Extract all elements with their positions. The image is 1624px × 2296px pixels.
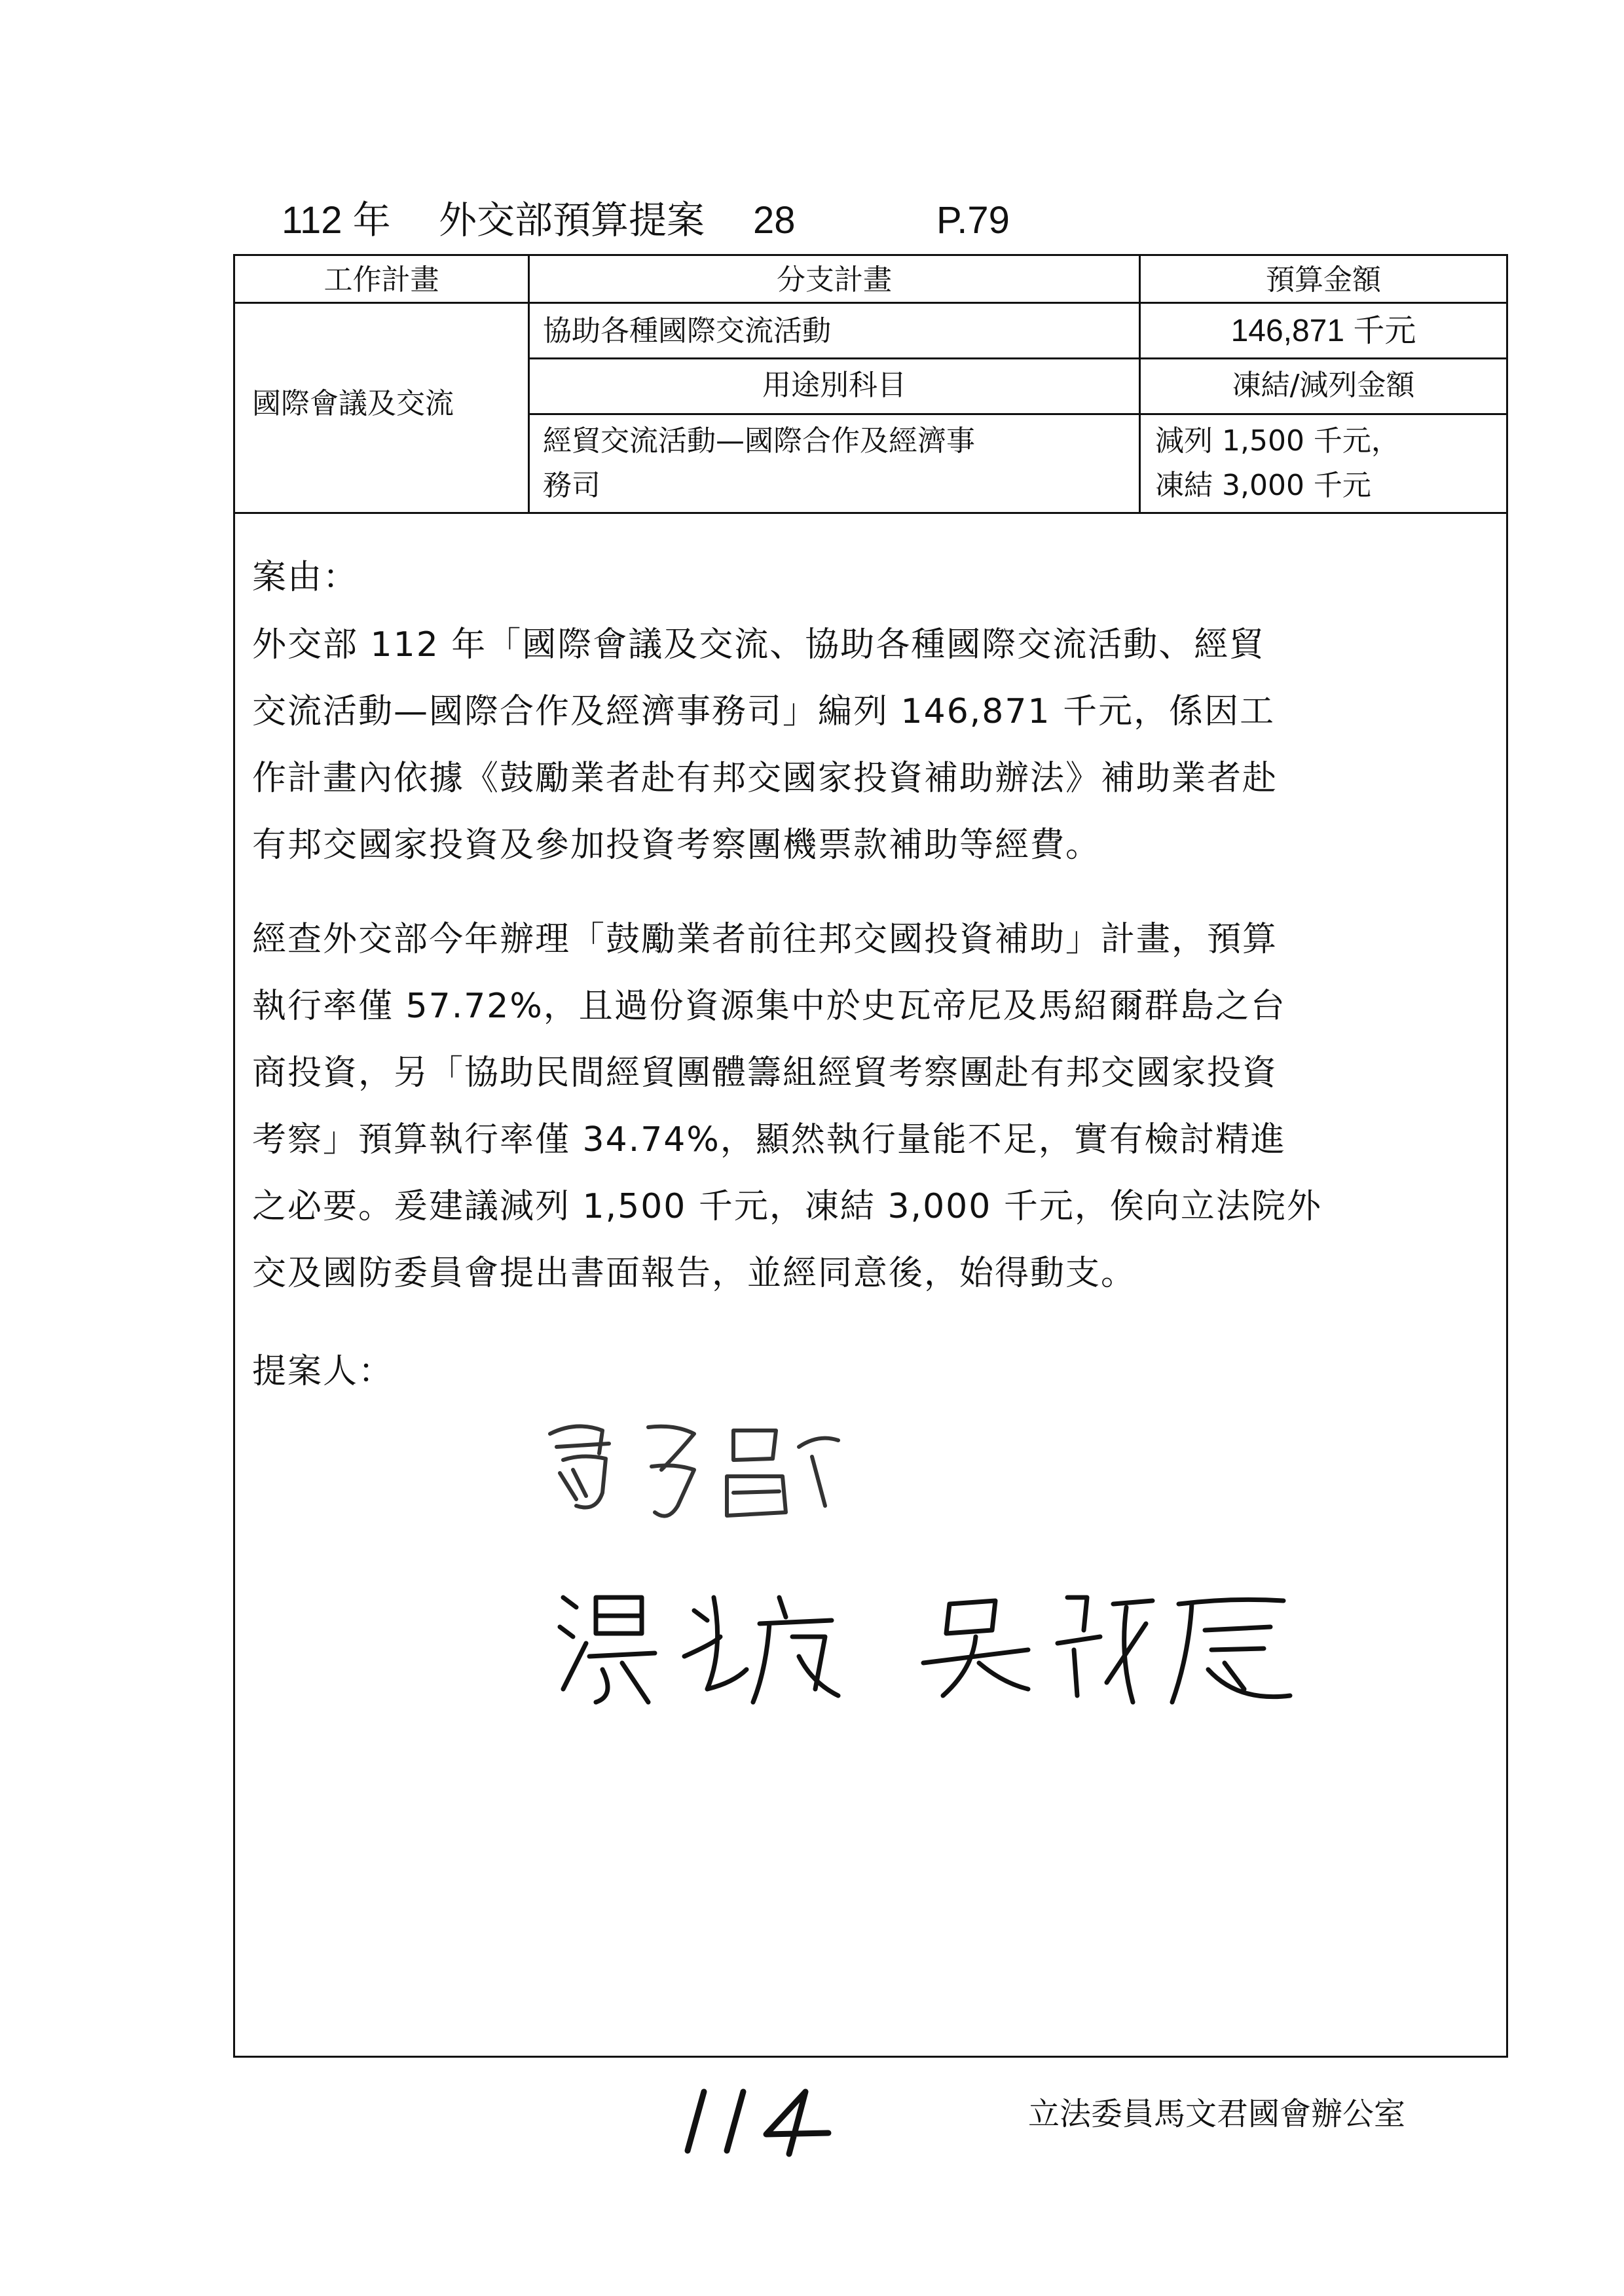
- proposer-label: 提案人：: [252, 1352, 394, 1391]
- page-header: [282, 195, 1395, 246]
- handwritten-page-number: [674, 2082, 845, 2160]
- table-header-budget-amount: 預算金額: [1266, 263, 1381, 297]
- header-proposal-number: 28: [753, 199, 796, 242]
- reason-para1-line-3: 作計畫內依據《鼓勵業者赴有邦交國家投資補助辦法》補助業者赴: [252, 759, 1278, 798]
- header-page-ref: P.79: [936, 199, 1010, 242]
- table-cell-freeze-line-2: 凍結 3,000 千元: [1155, 469, 1371, 502]
- reason-para2-line-3: 商投資，另「協助民間經貿團體籌組經貿考察團赴有邦交國家投資: [252, 1053, 1278, 1093]
- table-line-header: [235, 302, 1506, 304]
- reason-para2-line-4: 考察」預算執行率僅 34.74%，顯然執行量能不足，實有檢討精進: [252, 1120, 1286, 1159]
- table-cell-work-plan: 國際會議及交流: [252, 387, 454, 420]
- reason-para2-line-1: 經查外交部今年辦理「鼓勵業者前往邦交國投資補助」計畫，預算: [252, 920, 1278, 959]
- reason-para2-line-6: 交及國防委員會提出書面報告，並經同意後，始得動支。: [252, 1254, 1137, 1293]
- reason-label: 案由：: [252, 558, 359, 597]
- header-title: 外交部預算提案: [439, 199, 705, 242]
- table-header-work-plan: 工作計畫: [323, 263, 439, 297]
- signature-3: [917, 1571, 1310, 1722]
- table-header-branch-plan: 分支計畫: [777, 263, 892, 297]
- table-line-row1: [530, 357, 1506, 359]
- header-year: 112 年: [282, 199, 391, 242]
- table-subheader-freeze-cut: 凍結/減列金額: [1232, 369, 1415, 402]
- reason-para2-line-2: 執行率僅 57.72%，且過份資源集中於史瓦帝尼及馬紹爾群島之台: [252, 987, 1286, 1026]
- table-line-row2: [530, 413, 1506, 415]
- reason-para1-line-1: 外交部 112 年「國際會議及交流、協助各種國際交流活動、經貿: [252, 625, 1265, 665]
- reason-para1-line-2: 交流活動—國際合作及經濟事務司」編列 146,871 千元，係因工: [252, 692, 1276, 731]
- table-cell-purpose-line-1: 經貿交流活動—國際合作及經濟事: [543, 424, 975, 458]
- footer-office: 立法委員馬文君國會辦公室: [1028, 2096, 1406, 2132]
- signature-1: [537, 1408, 851, 1539]
- reason-para1-line-4: 有邦交國家投資及參加投資考察團機票款補助等經費。: [252, 826, 1101, 865]
- table-cell-purpose-line-2: 務司: [543, 469, 600, 502]
- signature-2: [550, 1571, 891, 1722]
- reason-para2-line-5: 之必要。爰建議減列 1,500 千元，凍結 3,000 千元，俟向立法院外: [252, 1187, 1322, 1226]
- table-cell-budget: 146,871 千元: [1230, 314, 1416, 348]
- table-subheader-purpose: 用途別科目: [762, 369, 906, 402]
- table-cell-branch-plan: 協助各種國際交流活動: [543, 314, 831, 348]
- table-line-bottom: [235, 512, 1506, 514]
- table-cell-freeze-line-1: 減列 1,500 千元，: [1155, 424, 1400, 458]
